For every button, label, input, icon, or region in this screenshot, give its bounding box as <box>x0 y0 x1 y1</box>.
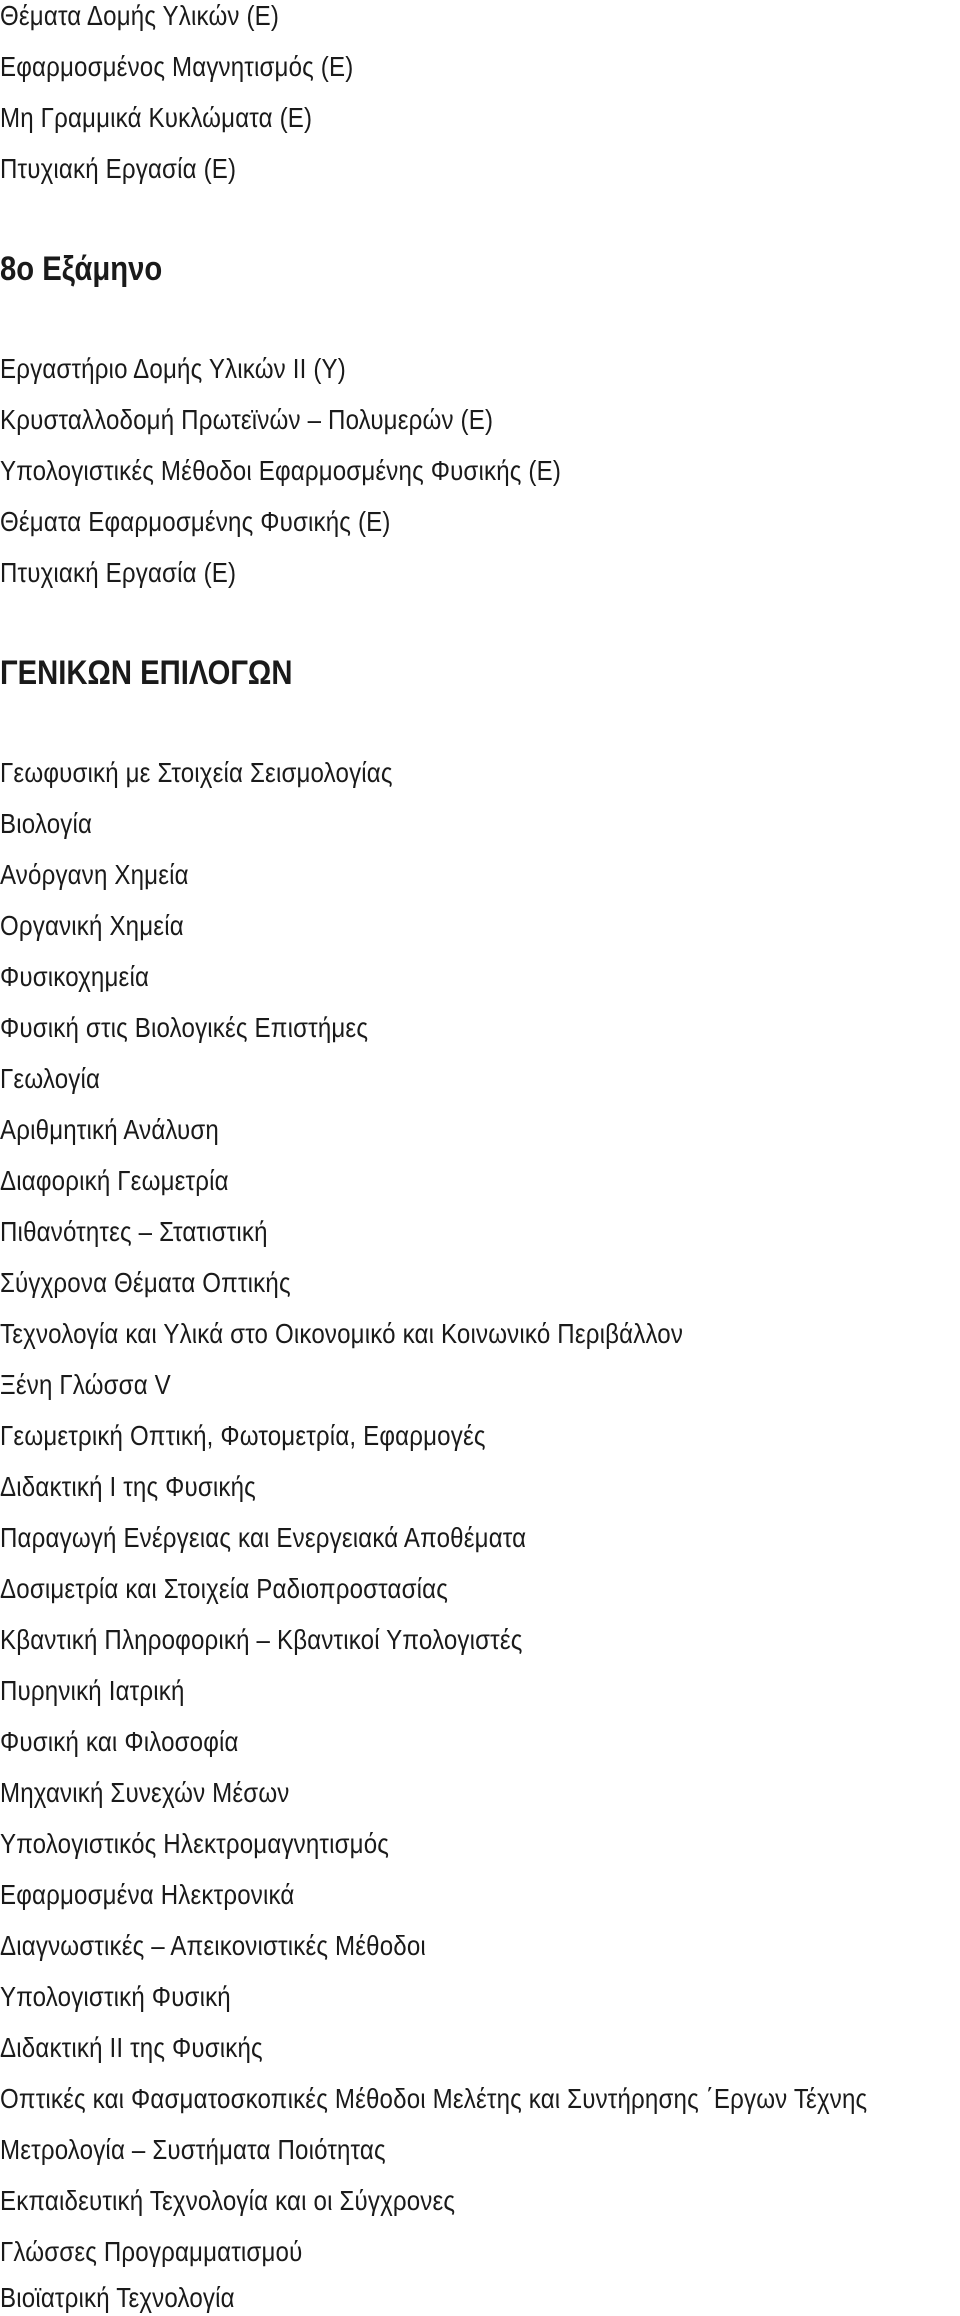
course-item: Εργαστήριο Δομής Υλικών ΙΙ (Υ) <box>0 353 346 384</box>
course-item: Διδακτική ΙΙ της Φυσικής <box>0 2032 263 2063</box>
course-item: Υπολογιστική Φυσική <box>0 1981 231 2012</box>
course-item: Παραγωγή Ενέργειας και Ενεργειακά Αποθέματα <box>0 1522 527 1553</box>
course-item: Γεωλογία <box>0 1063 101 1094</box>
section-heading-general: ΓΕΝΙΚΩΝ ΕΠΙΛΟΓΩΝ <box>0 654 293 692</box>
course-item: Μετρολογία – Συστήματα Ποιότητας <box>0 2134 386 2165</box>
course-item: Μη Γραμμικά Κυκλώματα (Ε) <box>0 102 313 133</box>
course-item: Οργανική Χημεία <box>0 910 184 941</box>
course-item: Σύγχρονα Θέματα Οπτικής <box>0 1267 291 1298</box>
course-item: Κβαντική Πληροφορική – Κβαντικοί Υπολογιστές <box>0 1624 523 1655</box>
course-item: Θέματα Εφαρμοσμένης Φυσικής (Ε) <box>0 506 391 537</box>
course-item: Θέματα Δομής Υλικών (Ε) <box>0 0 280 31</box>
course-item: Φυσική στις Βιολογικές Επιστήμες <box>0 1012 369 1043</box>
section-heading-semester8: 8ο Εξάμηνο <box>0 250 163 288</box>
course-item: Βιολογία <box>0 808 93 839</box>
course-item: Κρυσταλλοδομή Πρωτεϊνών – Πολυμερών (Ε) <box>0 404 494 435</box>
course-item: Ξένη Γλώσσα V <box>0 1369 171 1400</box>
course-item: Φυσικοχημεία <box>0 961 150 992</box>
course-item: Πυρηνική Ιατρική <box>0 1675 185 1706</box>
course-item: Εφαρμοσμένα Ηλεκτρονικά <box>0 1879 295 1910</box>
course-item: Βιοϊατρική Τεχνολογία <box>0 2282 235 2313</box>
course-item: Μηχανική Συνεχών Μέσων <box>0 1777 290 1808</box>
course-item: Εφαρμοσμένος Μαγνητισμός (Ε) <box>0 51 354 82</box>
course-item: Φυσική και Φιλοσοφία <box>0 1726 239 1757</box>
course-item: Διδακτική Ι της Φυσικής <box>0 1471 256 1502</box>
course-item: Πιθανότητες – Στατιστική <box>0 1216 268 1247</box>
course-item: Γλώσσες Προγραμματισμού <box>0 2236 303 2267</box>
course-item: Διαφορική Γεωμετρία <box>0 1165 229 1196</box>
course-item: Αριθμητική Ανάλυση <box>0 1114 220 1145</box>
course-item: Υπολογιστικές Μέθοδοι Εφαρμοσμένης Φυσικής (Ε) <box>0 455 562 486</box>
course-item: Υπολογιστικός Ηλεκτρομαγνητισμός <box>0 1828 390 1859</box>
course-item: Διαγνωστικές – Απεικονιστικές Μέθοδοι <box>0 1930 426 1961</box>
course-item: Οπτικές και Φασματοσκοπικές Μέθοδοι Μελέτης και Συντήρησης ΄Εργων Τέχνης <box>0 2083 868 2114</box>
course-item: Δοσιμετρία και Στοιχεία Ραδιοπροστασίας <box>0 1573 449 1604</box>
course-item: Γεωφυσική με Στοιχεία Σεισμολογίας <box>0 757 393 788</box>
course-item: Εκπαιδευτική Τεχνολογία και οι Σύγχρονες <box>0 2185 456 2216</box>
course-item: Τεχνολογία και Υλικά στο Οικονομικό και Κοινωνικό Περιβάλλον <box>0 1318 684 1349</box>
course-item: Ανόργανη Χημεία <box>0 859 189 890</box>
course-item: Πτυχιακή Εργασία (Ε) <box>0 557 237 588</box>
course-item: Πτυχιακή Εργασία (Ε) <box>0 153 237 184</box>
course-item: Γεωμετρική Οπτική, Φωτομετρία, Εφαρμογές <box>0 1420 486 1451</box>
